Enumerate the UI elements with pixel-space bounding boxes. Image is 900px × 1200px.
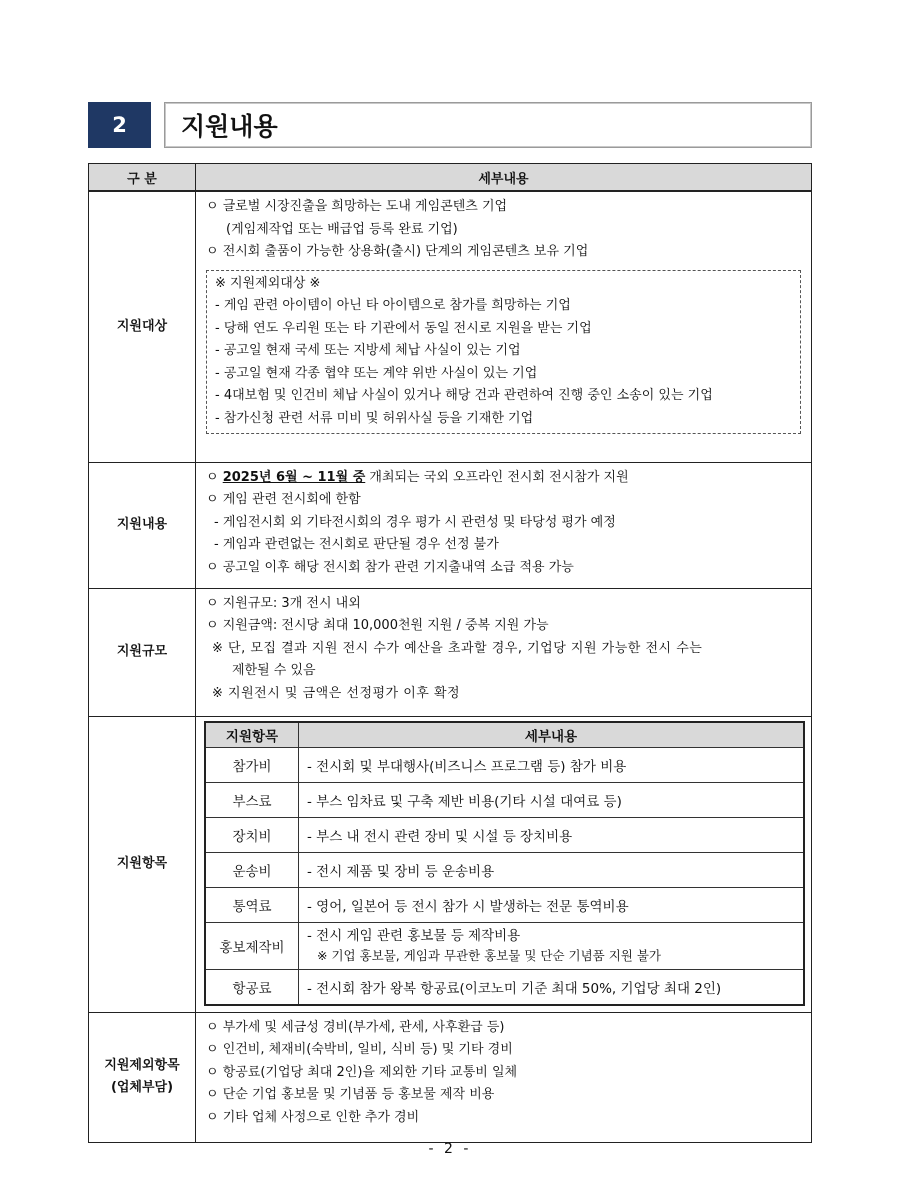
scale-item: ㅇ 지원규모: 3개 전시 내외 [206, 595, 361, 611]
bullet: ㅇ [206, 469, 223, 485]
section-title: 지원내용 [164, 102, 812, 148]
exclusion-item: - 참가신청 관련 서류 미비 및 허위사실 등을 기재한 기업 [215, 411, 534, 427]
item-detail: - 전시회 및 부대행사(비즈니스 프로그램 등) 참가 비용 [299, 747, 805, 782]
row-excluded-items [89, 1012, 812, 1142]
table-row [205, 817, 804, 852]
content-period-text: 개최되는 국외 오프라인 전시회 전시참가 지원 [365, 469, 629, 485]
item-detail-note: ※ 기업 홍보물, 게임과 무관한 홍보물 및 단순 기념품 지원 불가 [317, 947, 661, 963]
target-item: ㅇ 전시회 출품이 가능한 상용화(출시) 단계의 게임콘텐츠 보유 기업 [206, 244, 589, 259]
row-support-content [89, 462, 812, 588]
details-excluded-items [196, 1012, 812, 1142]
exclusion-box [206, 270, 801, 434]
scale-note: ※ 단, 모집 결과 지원 전시 수가 예산을 초과할 경우, 기업당 지원 가능한 전시 수는 [212, 640, 703, 656]
item-detail: - 전시 게임 관련 홍보물 등 제작비용 [307, 927, 521, 944]
item-name: 통역료 [205, 887, 299, 922]
page-number: - 2 - [428, 1141, 472, 1157]
item-detail-cell [299, 922, 805, 969]
row-support-target [89, 191, 812, 462]
item-detail: - 부스 내 전시 관련 장비 및 시설 등 장치비용 [299, 817, 805, 852]
exclusion-item: - 게임 관련 아이템이 아닌 타 아이템으로 참가를 희망하는 기업 [215, 298, 571, 314]
content-period-line [206, 467, 805, 490]
excluded-item: ㅇ 기타 업체 사정으로 인한 추가 경비 [206, 1109, 420, 1125]
excluded-item: ㅇ 항공료(기업당 최대 2인)을 제외한 기타 교통비 일체 [206, 1064, 518, 1080]
item-name: 홍보제작비 [205, 922, 299, 969]
exclusion-item: - 당해 연도 우리원 또는 타 기관에서 동일 전시로 지원을 받는 기업 [215, 320, 592, 336]
excluded-item: ㅇ 단순 기업 홍보물 및 기념품 등 홍보물 제작 비용 [206, 1087, 495, 1102]
period-emphasis: 2025년 6월 ~ 11월 중 [222, 469, 366, 485]
category-support-target: 지원대상 [89, 191, 196, 462]
exclusion-title: ※ 지원제외대상 ※ [215, 275, 321, 291]
category-support-content: 지원내용 [89, 462, 196, 588]
scale-note-continued: 제한될 수 있음 [232, 663, 316, 678]
excluded-item: ㅇ 부가세 및 세금성 경비(부가세, 관세, 사후환급 등) [206, 1019, 505, 1035]
target-item: (게임제작업 또는 배급업 등록 완료 기업) [226, 221, 458, 237]
row-support-items [89, 716, 812, 1012]
scale-item: ㅇ 지원금액: 전시당 최대 10,000천원 지원 / 중복 지원 가능 [206, 618, 549, 633]
item-detail: - 영어, 일본어 등 전시 참가 시 발생하는 전문 통역비용 [299, 887, 805, 922]
inner-header-row [205, 722, 804, 748]
details-support-items [196, 716, 812, 1012]
details-support-content [196, 462, 812, 588]
content-item: - 게임과 관련없는 전시회로 판단될 경우 선정 불가 [214, 537, 499, 552]
exclusion-item: - 4대보험 및 인건비 체납 사실이 있거나 해당 건과 관련하여 진행 중인 소송이 있는 기업 [215, 388, 713, 404]
item-detail: - 부스 임차료 및 구축 제반 비용(기타 시설 대여료 등) [299, 782, 805, 817]
inner-header-item: 지원항목 [205, 722, 299, 748]
exclusion-item: - 공고일 현재 각종 협약 또는 계약 위반 사실이 있는 기업 [215, 365, 538, 381]
section-header [88, 102, 812, 148]
section-number: 2 [88, 102, 151, 148]
content-item: - 게임전시회 외 기타전시회의 경우 평가 시 관련성 및 타당성 평가 예정 [214, 514, 616, 530]
table-row [205, 852, 804, 887]
exclusion-item: - 공고일 현재 국세 또는 지방세 체납 사실이 있는 기업 [215, 343, 521, 359]
item-detail: - 전시 제품 및 장비 등 운송비용 [299, 852, 805, 887]
item-name: 부스료 [205, 782, 299, 817]
table-row [205, 922, 804, 969]
inner-header-detail: 세부내용 [299, 722, 805, 748]
category-excluded-items [89, 1012, 196, 1142]
details-support-scale [196, 588, 812, 716]
support-content-table [88, 163, 812, 1143]
target-item: ㅇ 글로벌 시장진출을 희망하는 도내 게임콘텐츠 기업 [206, 199, 508, 214]
table-row [205, 887, 804, 922]
item-detail: - 전시회 참가 왕복 항공료(이코노미 기준 최대 50%, 기업당 최대 2인) [299, 969, 805, 1005]
support-items-table [204, 721, 805, 1006]
header-category: 구 분 [89, 164, 196, 192]
table-row [205, 969, 804, 1005]
header-details: 세부내용 [196, 164, 812, 192]
content-item: ㅇ 공고일 이후 해당 전시회 참가 관련 기지출내역 소급 적용 가능 [206, 559, 574, 575]
excluded-label: 지원제외항목 [104, 1058, 180, 1073]
table-row [205, 782, 804, 817]
content-item: ㅇ 게임 관련 전시회에 한함 [206, 492, 361, 507]
table-header-row [89, 164, 812, 192]
excluded-item: ㅇ 인건비, 체재비(숙박비, 일비, 식비 등) 및 기타 경비 [206, 1042, 513, 1057]
category-support-items: 지원항목 [89, 716, 196, 1012]
category-support-scale: 지원규모 [89, 588, 196, 716]
excluded-label-sub: (업체부담) [110, 1080, 174, 1095]
table-row [205, 747, 804, 782]
item-name: 운송비 [205, 852, 299, 887]
item-name: 참가비 [205, 747, 299, 782]
details-support-target [196, 191, 812, 462]
item-name: 항공료 [205, 969, 299, 1005]
scale-note: ※ 지원전시 및 금액은 선정평가 이후 확정 [212, 685, 461, 701]
row-support-scale [89, 588, 812, 716]
item-name: 장치비 [205, 817, 299, 852]
